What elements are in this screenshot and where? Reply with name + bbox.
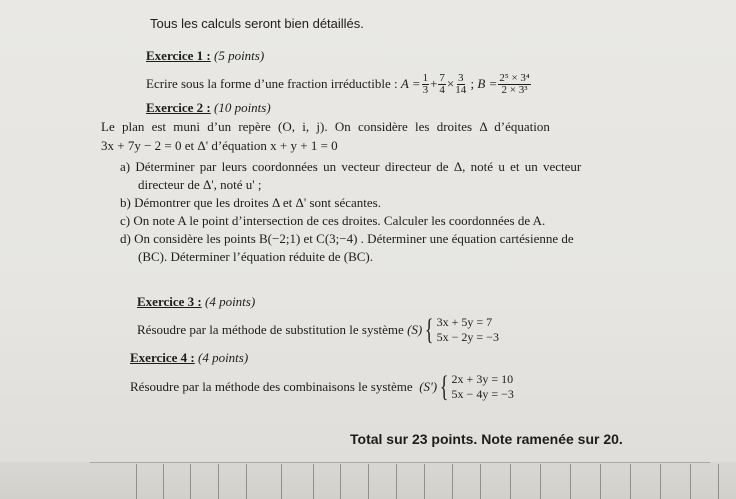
fraction-1-3: $\frac{1}{3}$ [422,71,429,96]
grid-line [600,464,601,499]
system-S: 3x + 5y = 7 5x − 2y = −3 [436,315,499,344]
grid-line [540,464,541,499]
grid-line [424,464,425,499]
grid-line [218,464,219,499]
grid-line [690,464,691,499]
grid-line [660,464,661,499]
grid-line [313,464,314,499]
grid-line [480,464,481,499]
question-d-line-2: (BC). Déterminer l’équation réduite de (BC). [138,249,374,264]
exercise-4-title: Exercice 4 : (4 points) [130,350,249,365]
fraction-3-14: $\frac{3}{14}$ [455,71,467,96]
grid-line [452,464,453,499]
system-S-prime: 2x + 3y = 10 5x − 4y = −3 [451,372,514,401]
exercise-4-statement: Résoudre par la méthode des combinaisons le système (S') { 2x + 3y = 10 5x − 4y = −3 [130,370,514,403]
question-a-line-2: directeur de Δ', noté u' ; [138,177,262,192]
exercise-2-line-1: Le plan est muni d’un repère (O, i, j). On considère les droites Δ d’équation [101,119,550,134]
question-c: c) On note A le point d’intersection de ces droites. Calculer les coordonnées de A. [120,213,546,228]
brace-icon: { [440,370,449,403]
exercise-3-statement: Résoudre par la méthode de substitution le système (S) { 3x + 5y = 7 5x − 2y = −3 [137,313,499,346]
question-a-line-1: a) Déterminer par leurs coordonnées un vecteur directeur de Δ, noté u et un vecteur [120,159,582,174]
grid-line [510,464,511,499]
instructions-header: Tous les calculs seront bien détaillés. [150,16,364,31]
exercise-2-title: Exercice 2 : (10 points) [146,100,271,115]
grid-line [281,464,282,499]
fraction-B: $\frac{\text{2⁵ × 3⁴}}{\text{2 × 3³}}$ [499,71,530,96]
grid-line [630,464,631,499]
grid-line [246,464,247,499]
grid-line [718,464,719,499]
question-b: b) Démontrer que les droites Δ et Δ' sont sécantes. [120,195,381,210]
grid-line [340,464,341,499]
fraction-7-4: $\frac{7}{4}$ [439,71,445,96]
grid-line [570,464,571,499]
exercise-1-title: Exercice 1 : (5 points) [146,48,265,63]
grid-line [136,464,137,499]
grid-line [396,464,397,499]
grading-footer: Total sur 23 points. Note ramenée sur 20. [350,431,623,447]
question-d-line-1: d) On considère les points B(−2;1) et C(3;−4) . Déterminer une équation cartésienne de [120,231,574,246]
grid-line [368,464,369,499]
grid-line [163,464,164,499]
exercise-3-title: Exercice 3 : (4 points) [137,294,256,309]
grid-line [190,464,191,499]
grid-line-horizontal [90,462,710,463]
exercise-2-line-2: 3x + 7y − 2 = 0 et Δ' d’équation x + y + 1 = 0 [101,138,338,153]
exercise-1-statement: Ecrire sous la forme d’une fraction irréductible : A = $\frac{1}{3}$ + $\frac{7}{4}$ × $\frac{3}{14}$ ; B = $\frac{\text{2⁵ × 3⁴}}{\text{2 × 3³}}$ [146,71,530,96]
brace-icon: { [425,313,434,346]
